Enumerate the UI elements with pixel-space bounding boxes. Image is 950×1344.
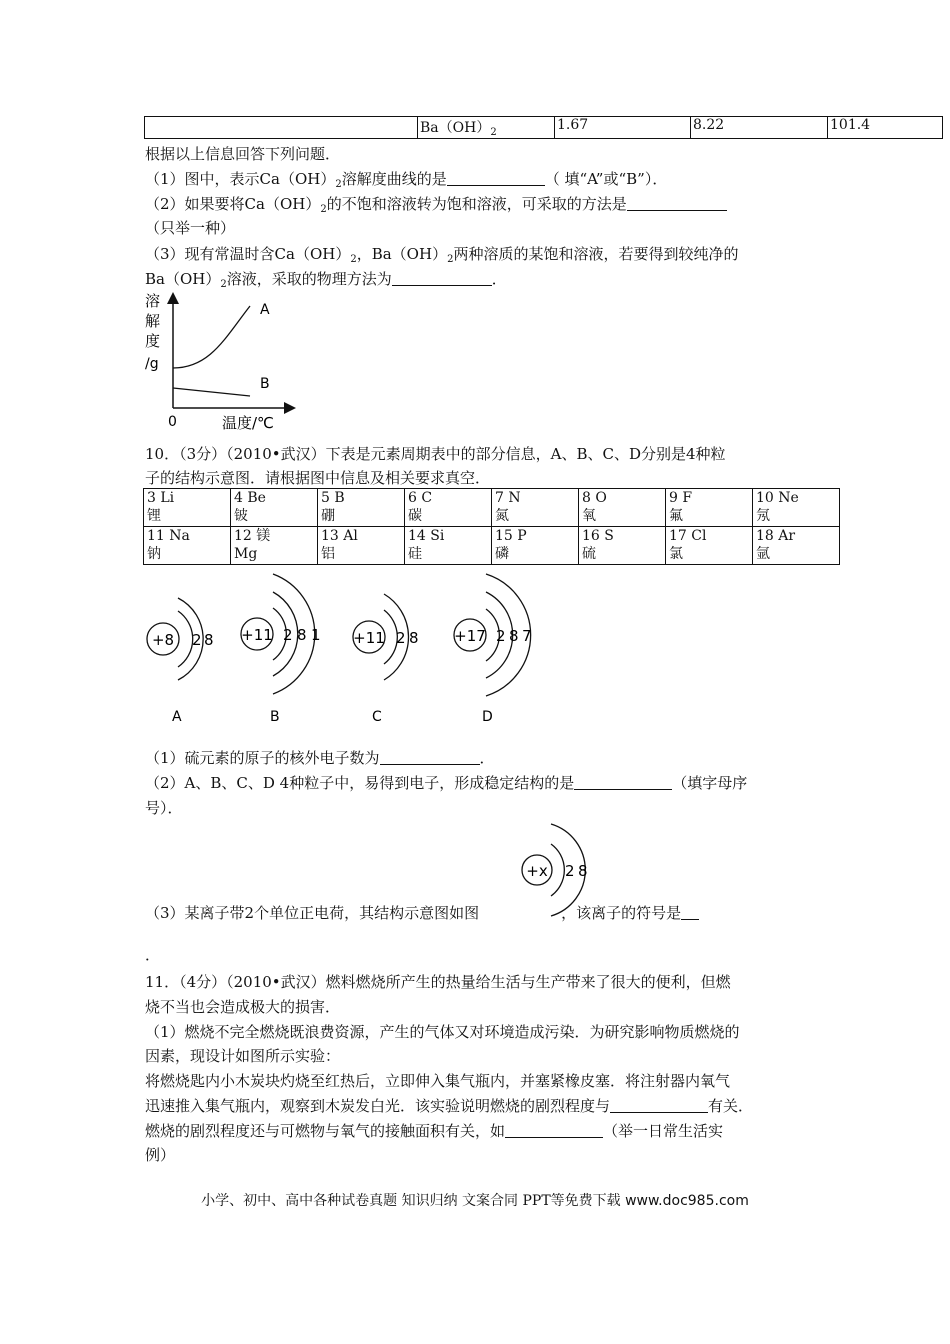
q9-part1: （1）图中，表示$Ca(OH)_2$溶解度曲线的是 （ 填“A”或“B”）． [145, 170, 668, 190]
q10-line1: 10．（3分）（2010•武汉）下表是元素周期表中的部分信息，A、B、C、D分别是4种粒 [145, 445, 726, 463]
element-cell: 6 C 碳 [405, 489, 492, 527]
atom-c [353, 594, 419, 725]
element-cell: 4 Be 铍 [231, 489, 318, 527]
x-axis-label: 温度/℃ [222, 414, 274, 432]
shell-count: 2 [283, 626, 293, 644]
solubility-table-row [144, 116, 943, 139]
element-cell: 12 镁 Mg [231, 527, 318, 565]
element-cell: 14 Si 硅 [405, 527, 492, 565]
q10-sub2-cont: 号）． [145, 799, 183, 817]
answer-blank[interactable] [392, 269, 492, 286]
ylabel-char: /g [145, 356, 159, 372]
q11-line2: 烧不当也会造成极大的损害． [145, 998, 341, 1016]
answer-blank[interactable] [681, 903, 699, 920]
footer-link[interactable]: www.doc985.com [625, 1193, 749, 1209]
element-cell: 13 Al 铝 [318, 527, 405, 565]
element-cell: 7 N 氮 [492, 489, 579, 527]
q11-line7: 燃烧的剧烈程度还与可燃物与氧气的接触面积有关，如 （举一日常生活实 [145, 1122, 724, 1140]
q11-line6: 迅速推入集气瓶内，观察到木炭发白光．该实验说明燃烧的剧烈程度与 有关． [145, 1097, 754, 1115]
q9-part2-note: （只举一种） [145, 219, 236, 237]
shell-count: 2 [496, 627, 506, 645]
q10-line2: 子的结构示意图．请根据图中信息及相关要求真空． [145, 469, 491, 487]
element-cell: 16 S 硫 [579, 527, 666, 565]
atom-d [454, 574, 532, 725]
shell-count: 7 [522, 627, 532, 645]
q9-part3: （3）现有常温时含$Ca(OH)_2$，$Ba(OH)_2$两种溶质的某饱和溶液，若要得到较纯净的 [145, 245, 739, 265]
solubility-graph [140, 288, 300, 436]
curve-b-label: B [260, 376, 270, 392]
table-cell-formula: $Ba(OH)_2$ [418, 117, 555, 139]
answer-blank[interactable] [610, 1096, 708, 1113]
atom-a [147, 598, 214, 725]
table-cell [145, 117, 418, 139]
q11-line5: 将燃烧匙内小木炭块灼烧至红热后，立即伸入集气瓶内，并塞紧橡皮塞．将注射器内氧气 [145, 1072, 731, 1090]
element-cell: 11 Na 钠 [144, 527, 231, 565]
element-cell: 9 F 氟 [666, 489, 753, 527]
answer-blank[interactable] [380, 748, 480, 765]
nucleus-charge: +11 [353, 629, 385, 647]
shell-count: 8 [297, 626, 307, 644]
answer-blank[interactable] [627, 194, 727, 211]
answer-blank[interactable] [447, 169, 545, 186]
q11-line3: （1）燃烧不完全燃烧既浪费资源，产生的气体又对环境造成污染．为研究影响物质燃烧的 [145, 1023, 740, 1041]
atom-diagrams [140, 568, 560, 728]
shell-count: 8 [204, 631, 214, 649]
q11-line1: 11．（4分）（2010•武汉）燃料燃烧所产生的热量给生活与生产带来了很大的便利，但燃 [145, 973, 731, 991]
nucleus-charge: +8 [151, 631, 175, 649]
shell-count: 2 [565, 862, 575, 880]
q10-sub2: （2）A、B、C、D 4种粒子中，易得到电子，形成稳定结构的是 （填字母序 [145, 774, 748, 792]
element-cell: 15 P 磷 [492, 527, 579, 565]
origin-label: 0 [168, 414, 177, 430]
periodic-row-2 [144, 527, 840, 565]
periodic-table [143, 488, 840, 565]
table-cell: 101.4 [828, 117, 943, 139]
element-cell: 5 B 硼 [318, 489, 405, 527]
shell-count: 2 [396, 629, 406, 647]
atom-label: B [270, 709, 280, 725]
q9-part3-cont: $Ba(OH)_2$溶液，采取的物理方法为 ． [145, 270, 507, 290]
nucleus-charge: +17 [454, 627, 486, 645]
q10-sub3-end: ． [145, 946, 161, 964]
shell-count: 2 [192, 631, 202, 649]
q11-line4: 因素，现设计如图所示实验： [145, 1047, 341, 1065]
shell-count: 8 [578, 862, 588, 880]
element-cell: 3 Li 锂 [144, 489, 231, 527]
element-cell: 8 O 氧 [579, 489, 666, 527]
shell-count: 1 [311, 626, 321, 644]
atom-label: D [482, 709, 493, 725]
table-cell: 8.22 [691, 117, 828, 139]
q9-part2: （2）如果要将$Ca(OH)_2$的不饱和溶液转为饱和溶液，可采取的方法是 [145, 194, 727, 220]
shell-count: 8 [509, 627, 519, 645]
periodic-row-1 [144, 489, 840, 527]
table-cell: 1.67 [555, 117, 691, 139]
shell-count: 8 [409, 629, 419, 647]
curve-a [173, 306, 250, 368]
curve-b [173, 388, 250, 396]
q10-sub3: （3）某离子带2个单位正电荷，其结构示意图如图 ，该离子的符号是 [145, 903, 699, 923]
q10-sub1: （1）硫元素的原子的核外电子数为 ． [145, 749, 495, 767]
page-footer [0, 1190, 950, 1210]
element-cell: 17 Cl 氯 [666, 527, 753, 565]
nucleus-charge: +x [526, 862, 548, 880]
curve-a-label: A [260, 302, 270, 318]
answer-blank[interactable] [574, 773, 672, 790]
q9-intro: 根据以上信息回答下列问题． [145, 145, 341, 163]
ylabel-char: 溶 [145, 292, 161, 310]
element-cell: 18 Ar 氩 [753, 527, 840, 565]
ylabel-char: 解 [145, 312, 161, 330]
nucleus-charge: +11 [241, 626, 273, 644]
footer-text: 小学、初中、高中各种试卷真题 知识归纳 文案合同 PPT等免费下载 [201, 1193, 621, 1209]
element-cell: 10 Ne 氖 [753, 489, 840, 527]
ylabel-char: 度 [145, 332, 161, 350]
answer-blank[interactable] [505, 1121, 603, 1138]
atom-b [241, 574, 321, 725]
q11-line8: 例） [145, 1146, 176, 1164]
atom-label: C [372, 709, 382, 725]
atom-label: A [172, 709, 182, 725]
